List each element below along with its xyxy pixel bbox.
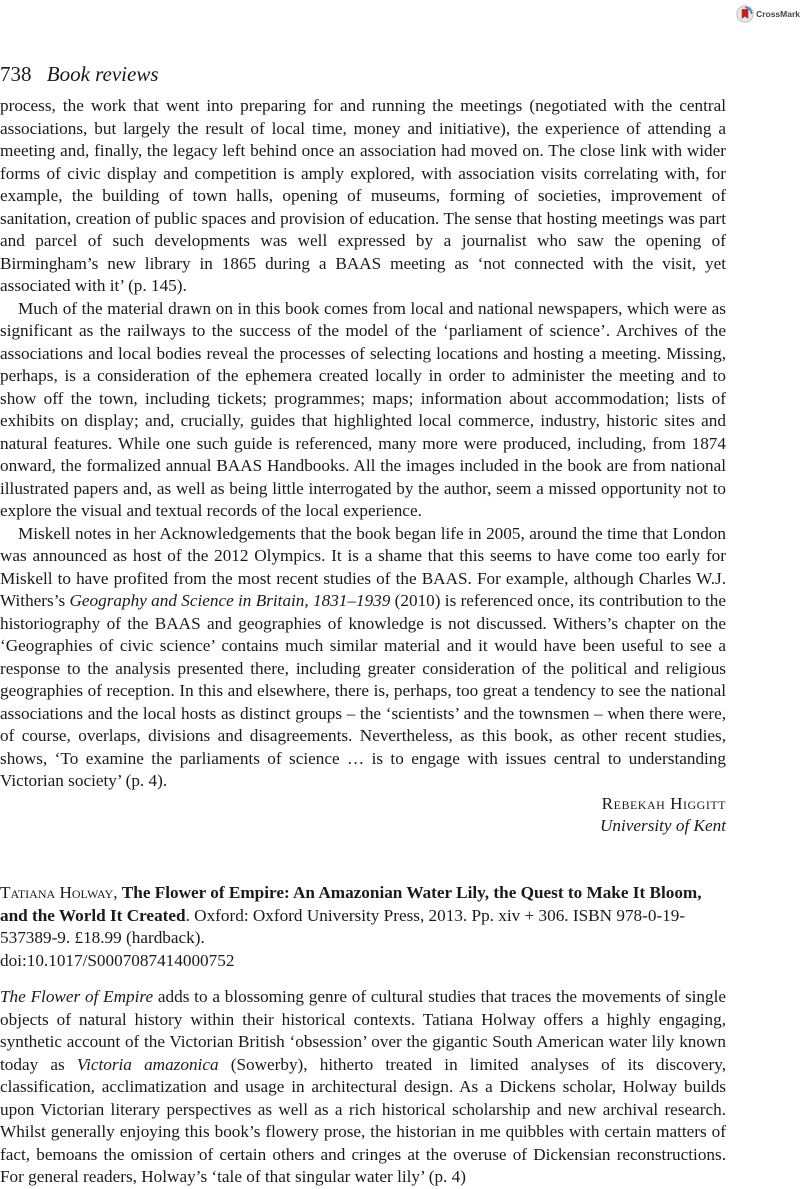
book-citation: Tatiana Holway, The Flower of Empire: An Amazonian Water Lily, the Quest to Make It Bloom, and the World It Created. Oxford: Oxford University Press, 2013. Pp. xiv + 306. ISBN 978-0-19-537389-9. £18.99 (hardback). doi:10.1017/S0007087414000752: [0, 883, 702, 970]
crossmark-badge[interactable]: [736, 1, 800, 27]
paragraph: Much of the material drawn on in this book comes from local and national newspapers, which were as significant as the railways to the success of the model of the ‘parliament of science’. Archives of the associations and local bodies reveal the processes of selecting locations and hosting a meeting. Missing, perhaps, is a consideration of the ephemera created locally in order to administer the meeting and to show off the town, including tickets; programmes; maps; information about accommodation; lists of exhibits on display; and, crucially, guides that highlighted local commerce, industry, historic sites and natural features. While one such guide is referenced, many more were produced, including, from 1874 onward, the formalized annual BAAS Handbooks. All the images included in the book are from national illustrated papers and, as well as being little interrogated by the author, seem a missed opportunity not to explore the visual and textual records of the local experience.: [0, 298, 726, 520]
paragraph: [0, 523, 726, 793]
paragraph-text: (Sowerby), hitherto treated in limited analyses of its discovery, classification, acclimatization and usage in architectural design. As a Dickens scholar, Holway builds upon Victorian literary perspectives as well as a rich historical scholarship and new archival research. Whilst generally enjoying this book’s flowery prose, the historian in me quibbles with certain matters of fact, bemoans the omission of certain others and cringes at the overuse of Dickensian reconstructions. For general readers, Holway’s ‘tale of that singular water lily’ (p. 4): [0, 1054, 726, 1186]
review-higgitt: [0, 95, 726, 838]
page-number: 738: [0, 62, 32, 86]
species-name: Victoria amazonica: [76, 1054, 219, 1074]
book-title: The Flower of Empire: An Amazonian Water Lily, the Quest to Make It Bloom, and the World It Created: [0, 883, 702, 925]
reviewer-affiliation: University of Kent: [599, 816, 726, 835]
paragraph-text: adds to a blossoming genre of cultural studies that traces the movements of single objects of natural history within their historical contexts. Tatiana Holway offers a highly engaging, synthetic account of the Victorian British ‘obsession’ over the gigantic South American water lily known today as: [0, 987, 726, 1074]
running-title: Book reviews: [46, 62, 159, 86]
doi: doi:10.1017/S0007087414000752: [0, 950, 235, 970]
book-author: Tatiana Holway: [0, 883, 114, 902]
paragraph-text: (2010) is referenced once, its contribution to the historiography of the BAAS and geographies of knowledge is not discussed. Withers’s chapter on the ‘Geographies of civic science’ contains much similar material and it would have been useful to see a response to the analysis presented there, including greater consideration of the political and religious geographies of reception. In this and elsewhere, there is, perhaps, too great a tendency to see the national associations and the local hosts as distinct groups – the ‘scientists’ and the townsmen – when there were, of course, overlaps, divisions and disagreements. Nevertheless, as this book, as other recent studies, shows, ‘To examine the parliaments of science … is to engage with issues central to understanding Victorian society’ (p. 4).: [0, 591, 727, 790]
reviewer-name: Rebekah Higgitt: [601, 793, 726, 813]
crossmark-label: CrossMark: [756, 9, 800, 19]
book-title-citation: Geography and Science in Britain, 1831–1939: [69, 591, 391, 610]
book-title-ref: The Flower of Empire: [0, 987, 154, 1006]
crossmark-icon: [736, 3, 754, 25]
review-holway: [0, 882, 726, 1189]
publication-details: . Oxford: Oxford University Press, 2013. Pp. xiv + 306. ISBN 978-0-19-537389-9. £18.99 (hardback).: [0, 905, 686, 947]
running-header: [0, 62, 159, 87]
paragraph: [0, 986, 726, 1189]
paragraph: process, the work that went into preparing for and running the meetings (negotiated with the central associations, but largely the result of local time, money and initiative), the experience of attending a meeting and, finally, the legacy left behind once an association had moved on. The close link with wider forms of civic display and competition is amply explored, with association visits correlating with, for example, the building of town halls, opening of museums, forming of societies, improvement of sanitation, creation of public spaces and provision of education. The sense that hosting meetings was part and parcel of such developments was well expressed by a journalist who saw the opening of Birmingham’s new library in 1865 during a BAAS meeting as ‘not connected with the visit, yet associated with it’ (p. 145).: [0, 96, 726, 295]
paragraph-text: Miskell notes in her Acknowledgements that the book began life in 2005, around the time that London was announced as host of the 2012 Olympics. It is a shame that this seems to have come too early for Miskell to have profited from the most recent studies of the BAAS. For example, although Charles W.J. Withers’s: [0, 523, 726, 610]
